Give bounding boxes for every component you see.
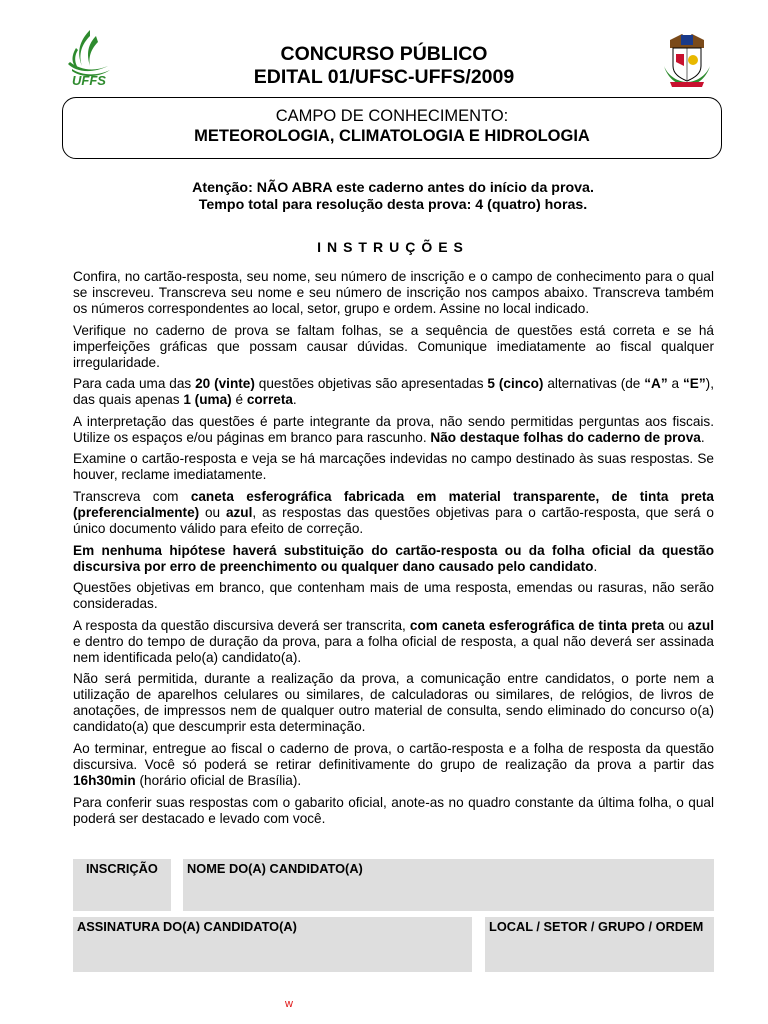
instruction-paragraph: [73, 451, 714, 483]
instruction-text: 20 (vinte): [195, 376, 255, 392]
instruction-text: , as respostas das questões objetivas para o cartão-resposta, que será o único documento válido para efeito de correção.: [73, 504, 714, 536]
instruction-text: 1 (uma): [183, 392, 232, 408]
knowledge-field-box: [62, 97, 722, 159]
instruction-text: Para cada uma das: [73, 376, 196, 392]
instruction-text: .: [700, 429, 705, 445]
instruction-paragraph: [73, 323, 714, 371]
instruction-text: “E”: [683, 376, 706, 392]
candidate-name-field[interactable]: [183, 859, 714, 911]
instruction-text: Não será permitida, durante a realização da prova, a comunicação entre candidatos, o porte nem a utilização de aparelhos celulares ou similares, de calculadoras ou similares, de relógios, de livros de anotações, de impressos nem de qualquer outro material de consulta, sendo eliminado do concurso o(a) candidato(a) que descumprir esta determinação.: [73, 671, 714, 735]
candidate-signature-field[interactable]: [73, 917, 472, 972]
instruction-paragraph: [73, 671, 714, 735]
instruction-text: ou: [199, 504, 226, 520]
instruction-text: azul: [225, 504, 253, 520]
inscricao-field[interactable]: [73, 859, 171, 911]
instruction-paragraph: [73, 741, 714, 789]
candidate-signature-label: ASSINATURA DO(A) CANDIDATO(A): [77, 919, 297, 934]
instruction-text: correta: [246, 392, 293, 408]
location-group-field[interactable]: [485, 917, 714, 972]
instruction-paragraph: [73, 269, 714, 317]
attention-notice: [0, 180, 768, 214]
instruction-text: Questões objetivas em branco, que contenham mais de uma resposta, emendas ou rasuras, não serão consideradas.: [73, 580, 714, 612]
instruction-text: com caneta esferográfica de tinta preta: [409, 617, 665, 633]
inscricao-label: INSCRIÇÃO: [86, 861, 158, 876]
title-line-1: CONCURSO PÚBLICO: [280, 43, 488, 65]
instruction-paragraph: [73, 795, 714, 827]
knowledge-field-label: CAMPO DE CONHECIMENTO:: [275, 107, 509, 125]
instruction-text: (horário oficial de Brasília).: [135, 772, 302, 788]
instruction-text: questões objetivas são apresentadas: [254, 376, 488, 392]
instruction-text: Não destaque folhas do caderno de prova: [430, 429, 701, 445]
instruction-text: Examine o cartão-resposta e veja se há marcações indevidas no campo destinado às suas respostas. Se houver, reclame imediatamente.: [73, 451, 714, 483]
instruction-text: Em nenhuma hipótese haverá substituição do cartão-resposta ou da folha oficial da questão discursiva por erro de preenchimento ou qualquer dano causado pelo candidato: [73, 542, 714, 574]
instruction-text: “A”: [644, 376, 668, 392]
instruction-text: Ao terminar, entregue ao fiscal o caderno de prova, o cartão-resposta e a folha de resposta da questão discursiva. Você só poderá se retirar definitivamente do grupo de realização da prova a partir das: [73, 740, 714, 772]
instruction-text: caneta esferográfica fabricada em material transparente, de tinta preta (preferencialmente): [73, 488, 714, 520]
instruction-paragraph: [73, 376, 714, 408]
instruction-text: .: [292, 392, 297, 408]
instruction-text: a: [667, 376, 683, 392]
instruction-text: A resposta da questão discursiva deverá ser transcrita,: [73, 617, 410, 633]
instruction-text: Confira, no cartão-resposta, seu nome, seu número de inscrição e o campo de conhecimento para o qual se inscreveu. Transcreva seu nome e seu número de inscrição nos campos abaixo. Transcreva também os números correspondentes ao local, setor, grupo e ordem. Assine no local indicado.: [73, 269, 714, 316]
title-line-2: EDITAL 01/UFSC-UFFS/2009: [253, 66, 515, 88]
instruction-paragraph: [73, 618, 714, 666]
instruction-text: A interpretação das questões é parte integrante da prova, não sendo permitidas perguntas aos fiscais. Utilize os espaços e/ou páginas em branco para rascunho.: [73, 413, 714, 445]
instruction-text: 5 (cinco): [487, 376, 544, 392]
instructions-list: [73, 269, 714, 832]
exam-title: [0, 43, 768, 89]
attention-line-2: Tempo total para resolução desta prova: 4 (quatro) horas.: [198, 197, 588, 213]
instruction-paragraph: [73, 414, 714, 446]
instruction-paragraph: [73, 543, 714, 575]
attention-line-1: Atenção: NÃO ABRA este caderno antes do início da prova.: [192, 180, 594, 196]
instruction-paragraph: [73, 580, 714, 612]
uffs-logo-text: UFFS: [72, 73, 106, 88]
instruction-text: é: [231, 392, 247, 408]
instruction-text: alternativas (de: [543, 376, 645, 392]
instruction-text: Transcreva com: [73, 488, 191, 504]
location-group-label: LOCAL / SETOR / GRUPO / ORDEM: [489, 919, 704, 934]
instruction-text: .: [593, 558, 598, 574]
footer-mark: w: [285, 998, 293, 1010]
instruction-text: ), das quais apenas: [73, 376, 714, 408]
instruction-text: azul: [687, 617, 714, 633]
instructions-heading: INSTRUÇÕES: [317, 239, 469, 255]
instruction-text: e dentro do tempo de duração da prova, para a folha oficial de resposta, a qual não deverá ser assinada nem identificada pelo(a) candidato(a).: [73, 633, 714, 665]
instruction-text: 16h30min: [73, 772, 136, 788]
knowledge-field-value: METEOROLOGIA, CLIMATOLOGIA E HIDROLOGIA: [194, 127, 590, 145]
candidate-name-label: NOME DO(A) CANDIDATO(A): [187, 861, 363, 876]
instruction-paragraph: [73, 489, 714, 537]
instruction-text: Para conferir suas respostas com o gabarito oficial, anote-as no quadro constante da última folha, o qual poderá ser destacado e levado com você.: [73, 794, 714, 826]
instruction-text: Verifique no caderno de prova se faltam folhas, se a sequência de questões está correta e se há imperfeições gráficas que possam causar dúvidas. Comunique imediatamente ao fiscal qualquer irregularidade.: [73, 322, 714, 370]
instruction-text: ou: [664, 617, 688, 633]
